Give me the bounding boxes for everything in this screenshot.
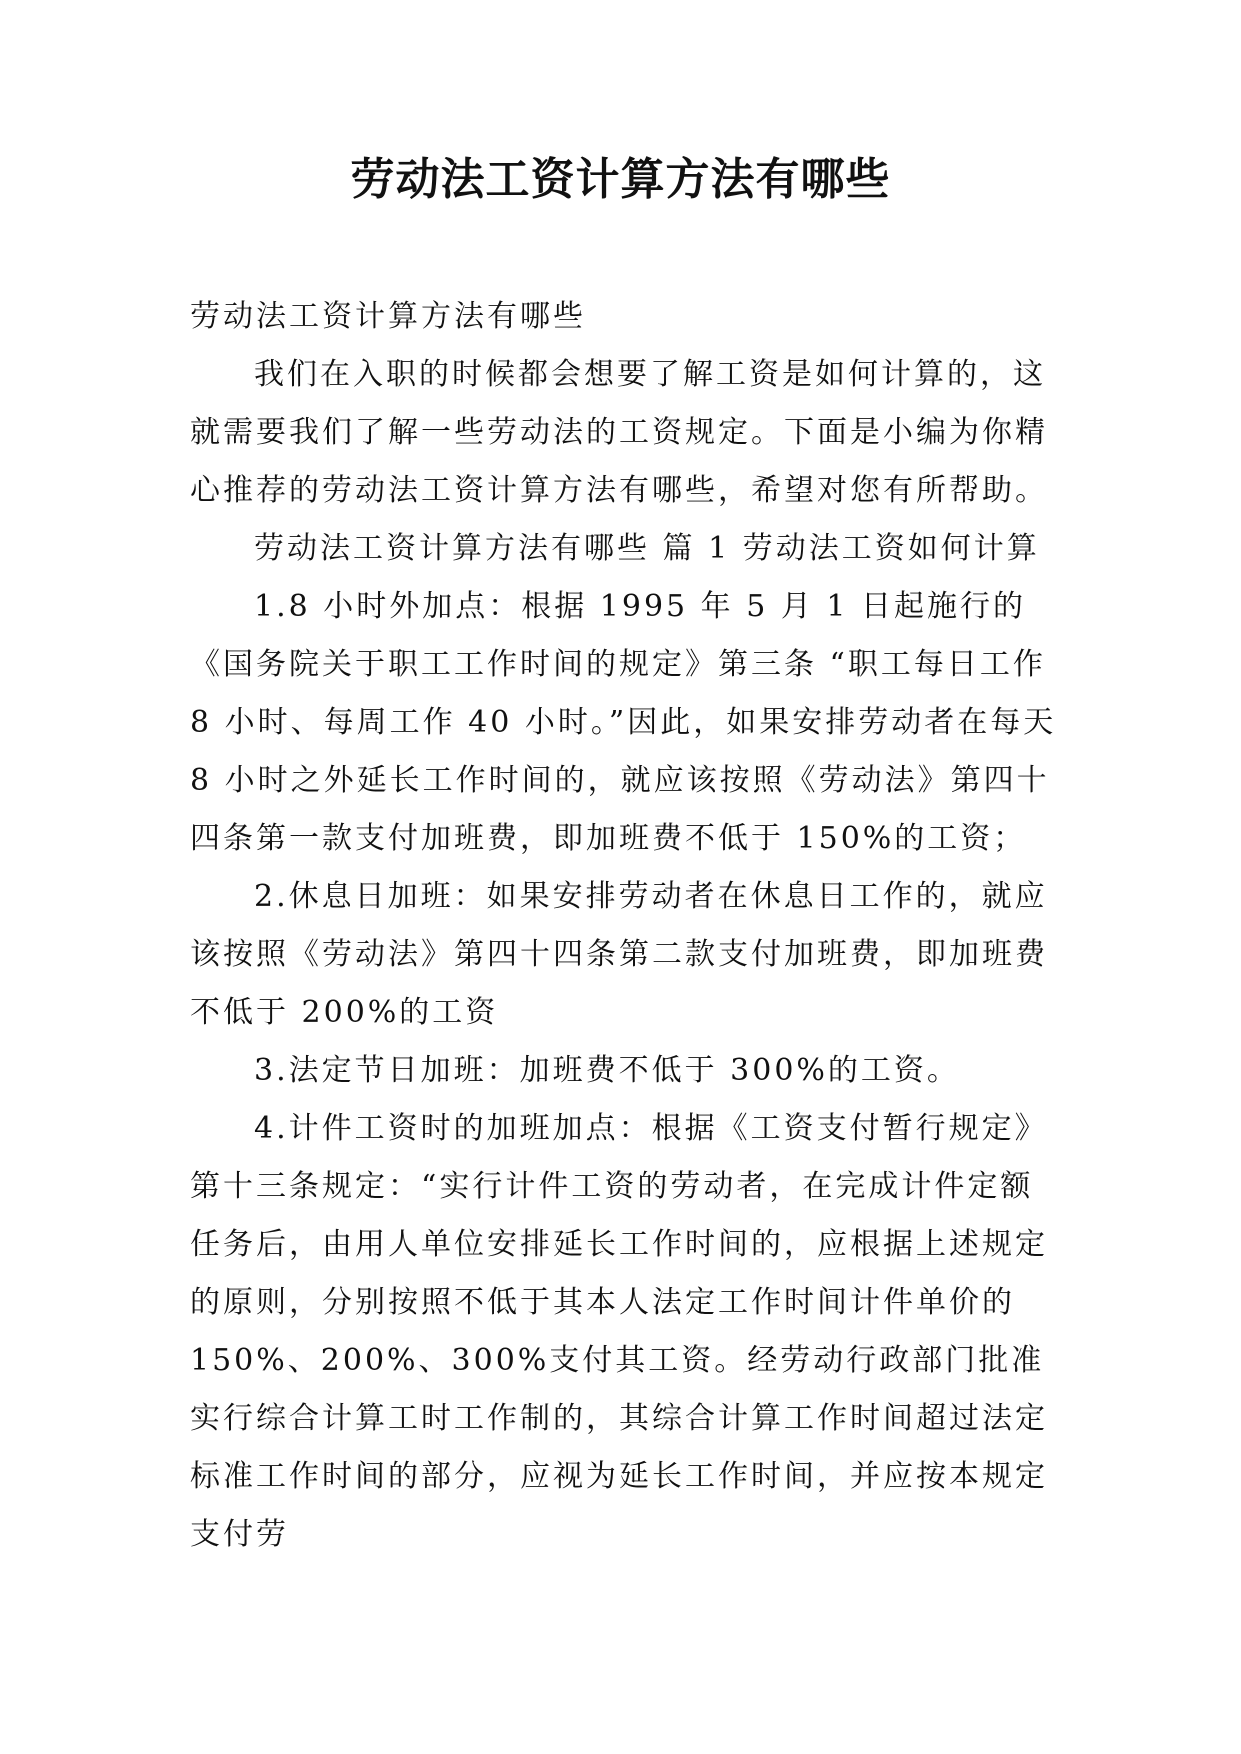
document-title: 劳动法工资计算方法有哪些 bbox=[350, 154, 891, 205]
paragraph-item-1: 1.8 小时外加点：根据 1995 年 5 月 1 日起施行的《国务院关于职工工作时间的规定》第三条 “职工每日工作 8 小时、每周工作 40 小时。”因此，如果安排劳动者在每天 8 小时之外延长工作时间的，就应该按照《劳动法》第四十四条第一款支付加班费，即加班费不低于 150%的工资； bbox=[190, 589, 1057, 856]
document-subtitle: 劳动法工资计算方法有哪些 bbox=[190, 299, 586, 334]
paragraph-section-heading: 劳动法工资计算方法有哪些 篇 1 劳动法工资如何计算 bbox=[254, 531, 1040, 566]
document-body bbox=[190, 288, 1060, 1564]
paragraph-item-2: 2.休息日加班：如果安排劳动者在休息日工作的，就应该按照《劳动法》第四十四条第二款支付加班费，即加班费不低于 200%的工资 bbox=[190, 879, 1048, 1030]
paragraph-item-4: 4.计件工资时的加班加点：根据《工资支付暂行规定》第十三条规定：“实行计件工资的劳动者，在完成计件定额任务后，由用人单位安排延长工作时间的，应根据上述规定的原则，分别按照不低于其本人法定工作时间计件单价的 150%、200%、300%支付其工资。经劳动行政部门批准实行综合计算工时工作制的，其综合计算工作时间超过法定标准工作时间的部分，应视为延长工作时间，并应按本规定支付劳 bbox=[190, 1111, 1048, 1552]
paragraph-intro: 我们在入职的时候都会想要了解工资是如何计算的，这就需要我们了解一些劳动法的工资规定。下面是小编为你精心推荐的劳动法工资计算方法有哪些，希望对您有所帮助。 bbox=[190, 357, 1048, 508]
paragraph-item-3: 3.法定节日加班：加班费不低于 300%的工资。 bbox=[254, 1053, 960, 1088]
